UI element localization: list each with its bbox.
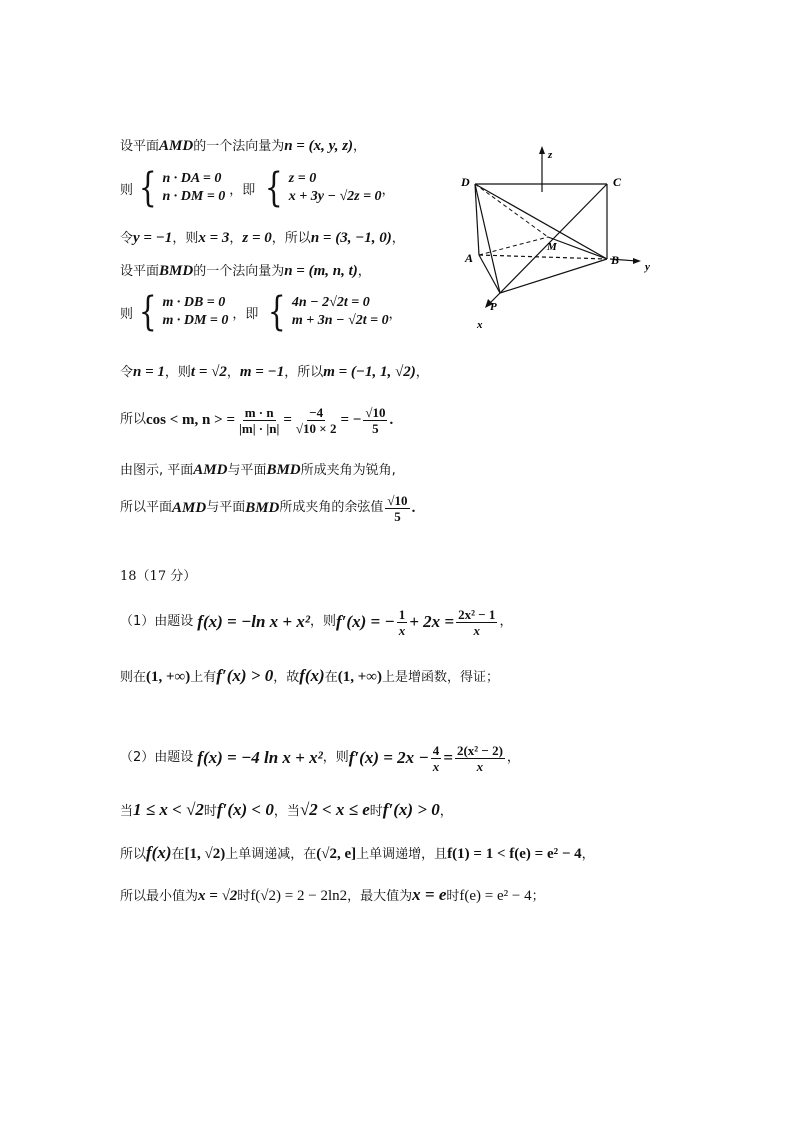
text: ，故	[273, 670, 300, 685]
q18-part2-monotonic	[120, 843, 595, 865]
formula: f(x) = −ln x + x²	[197, 612, 310, 631]
formula: x = 3	[198, 230, 230, 246]
fraction	[431, 743, 442, 774]
fraction	[455, 743, 505, 774]
formula: + 2x =	[409, 612, 455, 631]
left-brace: {	[268, 289, 287, 335]
edge-dp	[475, 184, 500, 293]
edge-db	[475, 184, 607, 259]
text: 上有	[190, 670, 217, 685]
denominator: x	[476, 758, 484, 774]
text: ，	[381, 182, 395, 198]
formula: m = −1	[239, 364, 285, 380]
left-brace: {	[138, 289, 157, 335]
numerator: √10	[365, 404, 386, 420]
plane-label: AMD	[193, 462, 228, 478]
text: 由图示, 平面	[120, 463, 194, 478]
text: 所成夹角为锐角,	[300, 463, 396, 478]
formula: f(1) = 1 < f(e) = e² − 4	[447, 846, 582, 862]
formula: (√2, e]	[316, 846, 357, 862]
equation-stack	[289, 170, 382, 206]
text: ，即	[229, 182, 256, 198]
label-a: A	[465, 251, 474, 265]
text: 设平面	[120, 264, 160, 279]
text: 当	[120, 804, 134, 819]
equation: z = 0	[288, 171, 317, 186]
denominator: x	[432, 758, 440, 774]
text: （1）由题设	[120, 614, 194, 629]
text: 令	[120, 365, 134, 380]
fraction	[456, 607, 497, 638]
formula: f′(x) > 0	[216, 666, 274, 685]
formula: f′(x) = 2x −	[348, 748, 429, 767]
text: ，所以	[271, 231, 311, 246]
text: 18（17 分）	[120, 569, 197, 584]
formula: f(x)	[146, 843, 172, 862]
fraction	[237, 405, 281, 436]
edge-dm	[475, 184, 548, 237]
formula: f(x)	[299, 666, 325, 685]
text: 上单调递增，且	[356, 847, 448, 862]
edge-ab	[479, 255, 607, 259]
formula: f(√2) = 2 − 2ln2	[250, 888, 348, 904]
formula: [1, √2)	[184, 846, 226, 862]
formula: n = 1	[133, 364, 165, 380]
line-solve-amd	[120, 228, 405, 249]
label-p: P	[490, 301, 497, 313]
system-amd	[120, 165, 395, 211]
denominator: x	[473, 622, 481, 638]
line-conclusion	[120, 490, 415, 526]
text: ，则	[322, 750, 349, 765]
text: ，	[357, 264, 371, 279]
line-plane-bmd-normal	[120, 261, 371, 282]
equation: m + 3n − √2t = 0	[291, 313, 389, 328]
q18-part2-line	[120, 736, 520, 780]
formula: x = e	[412, 885, 447, 904]
numerator: m · n	[244, 404, 274, 420]
text: 上单调递减，在	[225, 847, 317, 862]
equation: n · DM = 0	[162, 189, 226, 204]
plane-label: BMD	[159, 263, 194, 279]
equals: =	[283, 412, 292, 428]
formula: (1, +∞)	[146, 669, 191, 685]
text: 时	[446, 889, 460, 904]
formula: f′(x) < 0	[216, 800, 274, 819]
formula: =	[443, 748, 453, 767]
text: 与平面	[227, 463, 267, 478]
equation-stack	[162, 294, 228, 330]
text: ，	[388, 306, 402, 322]
formula: f(e) = e² − 4	[459, 888, 532, 904]
text: ，	[581, 847, 595, 862]
equation: m · DM = 0	[162, 313, 229, 328]
equation: x + 3y − √2z = 0	[288, 189, 382, 204]
q18-part2-extrema	[120, 885, 545, 907]
label-c: C	[613, 175, 622, 189]
text: 所以	[120, 412, 147, 427]
line-plane-amd-normal	[120, 136, 366, 157]
geometry-figure	[455, 140, 670, 335]
numerator: 1	[398, 606, 406, 622]
text: 则	[120, 306, 134, 322]
formula: z = 0	[242, 230, 272, 246]
text: （2）由题设	[120, 750, 194, 765]
denominator: 5	[372, 420, 379, 436]
text: .	[411, 500, 416, 516]
text: ，	[415, 365, 429, 380]
formula: x = √2	[198, 888, 238, 904]
text: ，即	[232, 306, 259, 322]
text: 的一个法向量为	[193, 139, 285, 154]
formula: f′(x) = −	[335, 612, 395, 631]
label-x: x	[477, 319, 483, 331]
system-bmd	[120, 289, 402, 335]
text: 时	[369, 804, 383, 819]
text: ，所以	[284, 365, 324, 380]
q18-part1-line	[120, 600, 512, 644]
text: ，	[439, 804, 453, 819]
text: ，则	[164, 365, 191, 380]
text: ，则	[309, 614, 336, 629]
equation: n · DA = 0	[162, 171, 222, 186]
text: 在	[171, 847, 185, 862]
text: 的一个法向量为	[193, 264, 285, 279]
edge-ap	[479, 255, 500, 293]
z-arrow-icon	[539, 146, 545, 154]
text: .	[389, 412, 394, 428]
formula: (1, +∞)	[337, 669, 382, 685]
label-b: B	[611, 253, 620, 267]
label-z: z	[548, 149, 553, 161]
text: ，	[499, 614, 513, 629]
numerator: −4	[309, 404, 324, 420]
equation-stack	[292, 294, 389, 330]
formula: 1 ≤ x < √2	[133, 800, 204, 819]
plane-label: AMD	[159, 138, 194, 154]
formula: f(x) = −4 ln x + x²	[197, 748, 323, 767]
formula: t = √2	[190, 364, 227, 380]
numerator: 2x² − 1	[458, 606, 496, 622]
formula: √2 < x ≤ e	[299, 800, 370, 819]
text: ，	[226, 365, 240, 380]
text: 上是增函数，得证；	[381, 670, 499, 685]
text: 在	[324, 670, 338, 685]
text: ，最大值为	[347, 889, 413, 904]
formula: n = (3, −1, 0)	[310, 230, 392, 246]
text: ，则	[172, 231, 199, 246]
numerator: √10	[387, 492, 408, 508]
text: ，	[391, 231, 405, 246]
text: ，	[353, 139, 367, 154]
plane-label: AMD	[172, 500, 207, 516]
q18-part2-sign	[120, 800, 453, 822]
text: ，	[229, 231, 243, 246]
label-d: D	[461, 175, 470, 189]
equation: 4n − 2√2t = 0	[291, 295, 370, 310]
text: 时	[237, 889, 251, 904]
text: 设平面	[120, 139, 160, 154]
text: 则	[120, 182, 134, 198]
fraction	[363, 405, 387, 436]
left-brace: {	[138, 165, 157, 211]
edge-mb	[548, 237, 607, 259]
formula: f′(x) > 0	[382, 800, 440, 819]
label-y: y	[645, 261, 650, 273]
text: ，	[506, 750, 520, 765]
formula: y = −1	[133, 230, 173, 246]
y-arrow-icon	[633, 258, 641, 264]
fraction	[385, 493, 409, 524]
equation: m · DB = 0	[162, 295, 226, 310]
text: 时	[203, 804, 217, 819]
line-solve-bmd	[120, 362, 429, 383]
text: 与平面	[206, 500, 246, 515]
equation-stack	[162, 170, 225, 206]
text: ；	[531, 889, 545, 904]
formula: cos < m, n > =	[146, 412, 235, 428]
text: 所以	[120, 847, 147, 862]
formula: n = (x, y, z)	[284, 138, 354, 154]
text: 所以最小值为	[120, 889, 199, 904]
text: 则在	[120, 670, 147, 685]
q18-title	[120, 566, 196, 587]
fraction	[294, 405, 339, 436]
denominator: 5	[394, 508, 401, 524]
label-m: M	[547, 241, 557, 253]
line-acute-angle	[120, 460, 396, 481]
numerator: 2(x² − 2)	[456, 742, 503, 758]
q18-part1-conclusion	[120, 666, 499, 688]
fraction	[397, 607, 408, 638]
line-cosine	[120, 402, 393, 438]
plane-label: BMD	[266, 462, 301, 478]
equals: = −	[340, 412, 362, 428]
denominator: x	[398, 622, 406, 638]
numerator: 4	[432, 742, 440, 758]
left-brace: {	[265, 165, 283, 211]
text: 令	[120, 231, 134, 246]
formula: m = (−1, 1, √2)	[323, 364, 416, 380]
formula: n = (m, n, t)	[284, 263, 358, 279]
text: ，当	[273, 804, 300, 819]
plane-label: BMD	[245, 500, 280, 516]
denominator: |m| · |n|	[239, 420, 280, 436]
text: 所成夹角的余弦值	[279, 500, 384, 515]
text: 所以平面	[120, 500, 173, 515]
denominator: √10 × 2	[295, 420, 337, 436]
